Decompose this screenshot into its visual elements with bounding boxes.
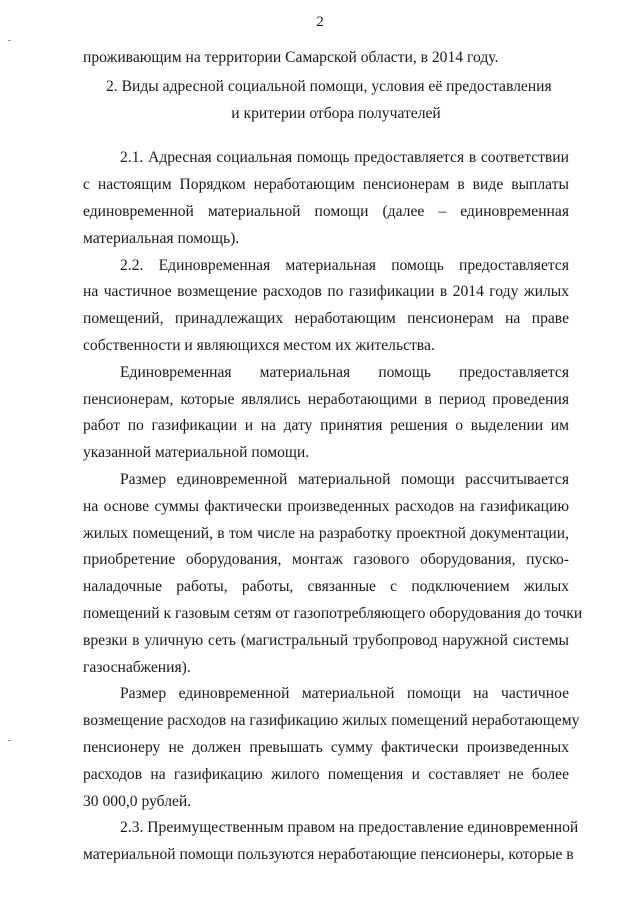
text-line: материальная помощь). [83, 229, 240, 247]
paragraph-2-3 [83, 815, 579, 869]
text-line: Размер единовременной материальной помощи на частичное [120, 685, 569, 703]
text-line: пенсионерам, которые являлись неработающими в период проведения [83, 390, 569, 408]
text-line: работ по газификации и на дату принятия решения о выделении им [83, 417, 569, 435]
text-line: на частичное возмещение расходов по газификации в 2014 году жилых [83, 283, 569, 301]
margin-mark [8, 740, 11, 741]
text-line: 2.3. Преимущественным правом на предоставление единовременной [120, 819, 579, 837]
text-line: Размер единовременной материальной помощи рассчитывается [120, 470, 569, 488]
text-line: помещений к газовым сетям от газопотребляющего оборудования до точки [83, 604, 583, 622]
text-line: врезки в уличную сеть (магистральный трубопровод наружной системы [83, 631, 569, 649]
text-line: на основе суммы фактически произведенных расходов на газификацию [83, 497, 569, 515]
paragraph-2-2-b [83, 360, 569, 467]
page-number: 2 [316, 14, 324, 30]
paragraph-2-2 [83, 253, 569, 360]
paragraph-2-2-c [83, 467, 583, 681]
text-line: расходов на газификацию жилого помещения и составляет не более [83, 765, 569, 783]
margin-mark [8, 40, 11, 41]
document-body [83, 45, 583, 869]
text-line: 30 000,0 рублей. [83, 792, 192, 810]
text-line: материальной помощи пользуются неработающие пенсионеры, которые в [83, 846, 574, 864]
text-line: жилых помещений, в том числе на разработку проектной документации, [83, 524, 569, 542]
text-line: помещений, принадлежащих неработающим пенсионерам на праве [83, 310, 569, 328]
text-line: проживающим на территории Самарской области, в 2014 году. [83, 49, 499, 66]
text-line: собственности и являющихся местом их жительства. [83, 336, 435, 354]
text-line: приобретение оборудования, монтаж газового оборудования, пуско- [83, 551, 569, 569]
text-line: газоснабжения). [83, 658, 191, 676]
text-line: 2.1. Адресная социальная помощь предоставляется в соответствии [120, 149, 569, 167]
paragraph-2-1 [83, 145, 569, 252]
section-heading [83, 74, 569, 128]
paragraph-2-2-d [83, 681, 580, 815]
text-line: с настоящим Порядком неработающим пенсионерам в виде выплаты [83, 176, 569, 194]
text-line: Единовременная материальная помощь предоставляется [120, 363, 569, 381]
text-line: наладочные работы, работы, связанные с подключением жилых [83, 578, 569, 596]
heading-line: и критерии отбора получателей [231, 104, 441, 122]
text-line: единовременной материальной помощи (далее – единовременная [83, 202, 569, 220]
text-line: возмещение расходов на газификацию жилых помещений неработающему [83, 712, 580, 730]
text-line: 2.2. Единовременная материальная помощь предоставляется [120, 256, 569, 274]
text-line: пенсионеру не должен превышать сумму фактически произведенных [83, 738, 569, 756]
text-line: указанной материальной помощи. [83, 444, 310, 462]
heading-line: 2. Виды адресной социальной помощи, условия её предоставления [106, 77, 552, 95]
